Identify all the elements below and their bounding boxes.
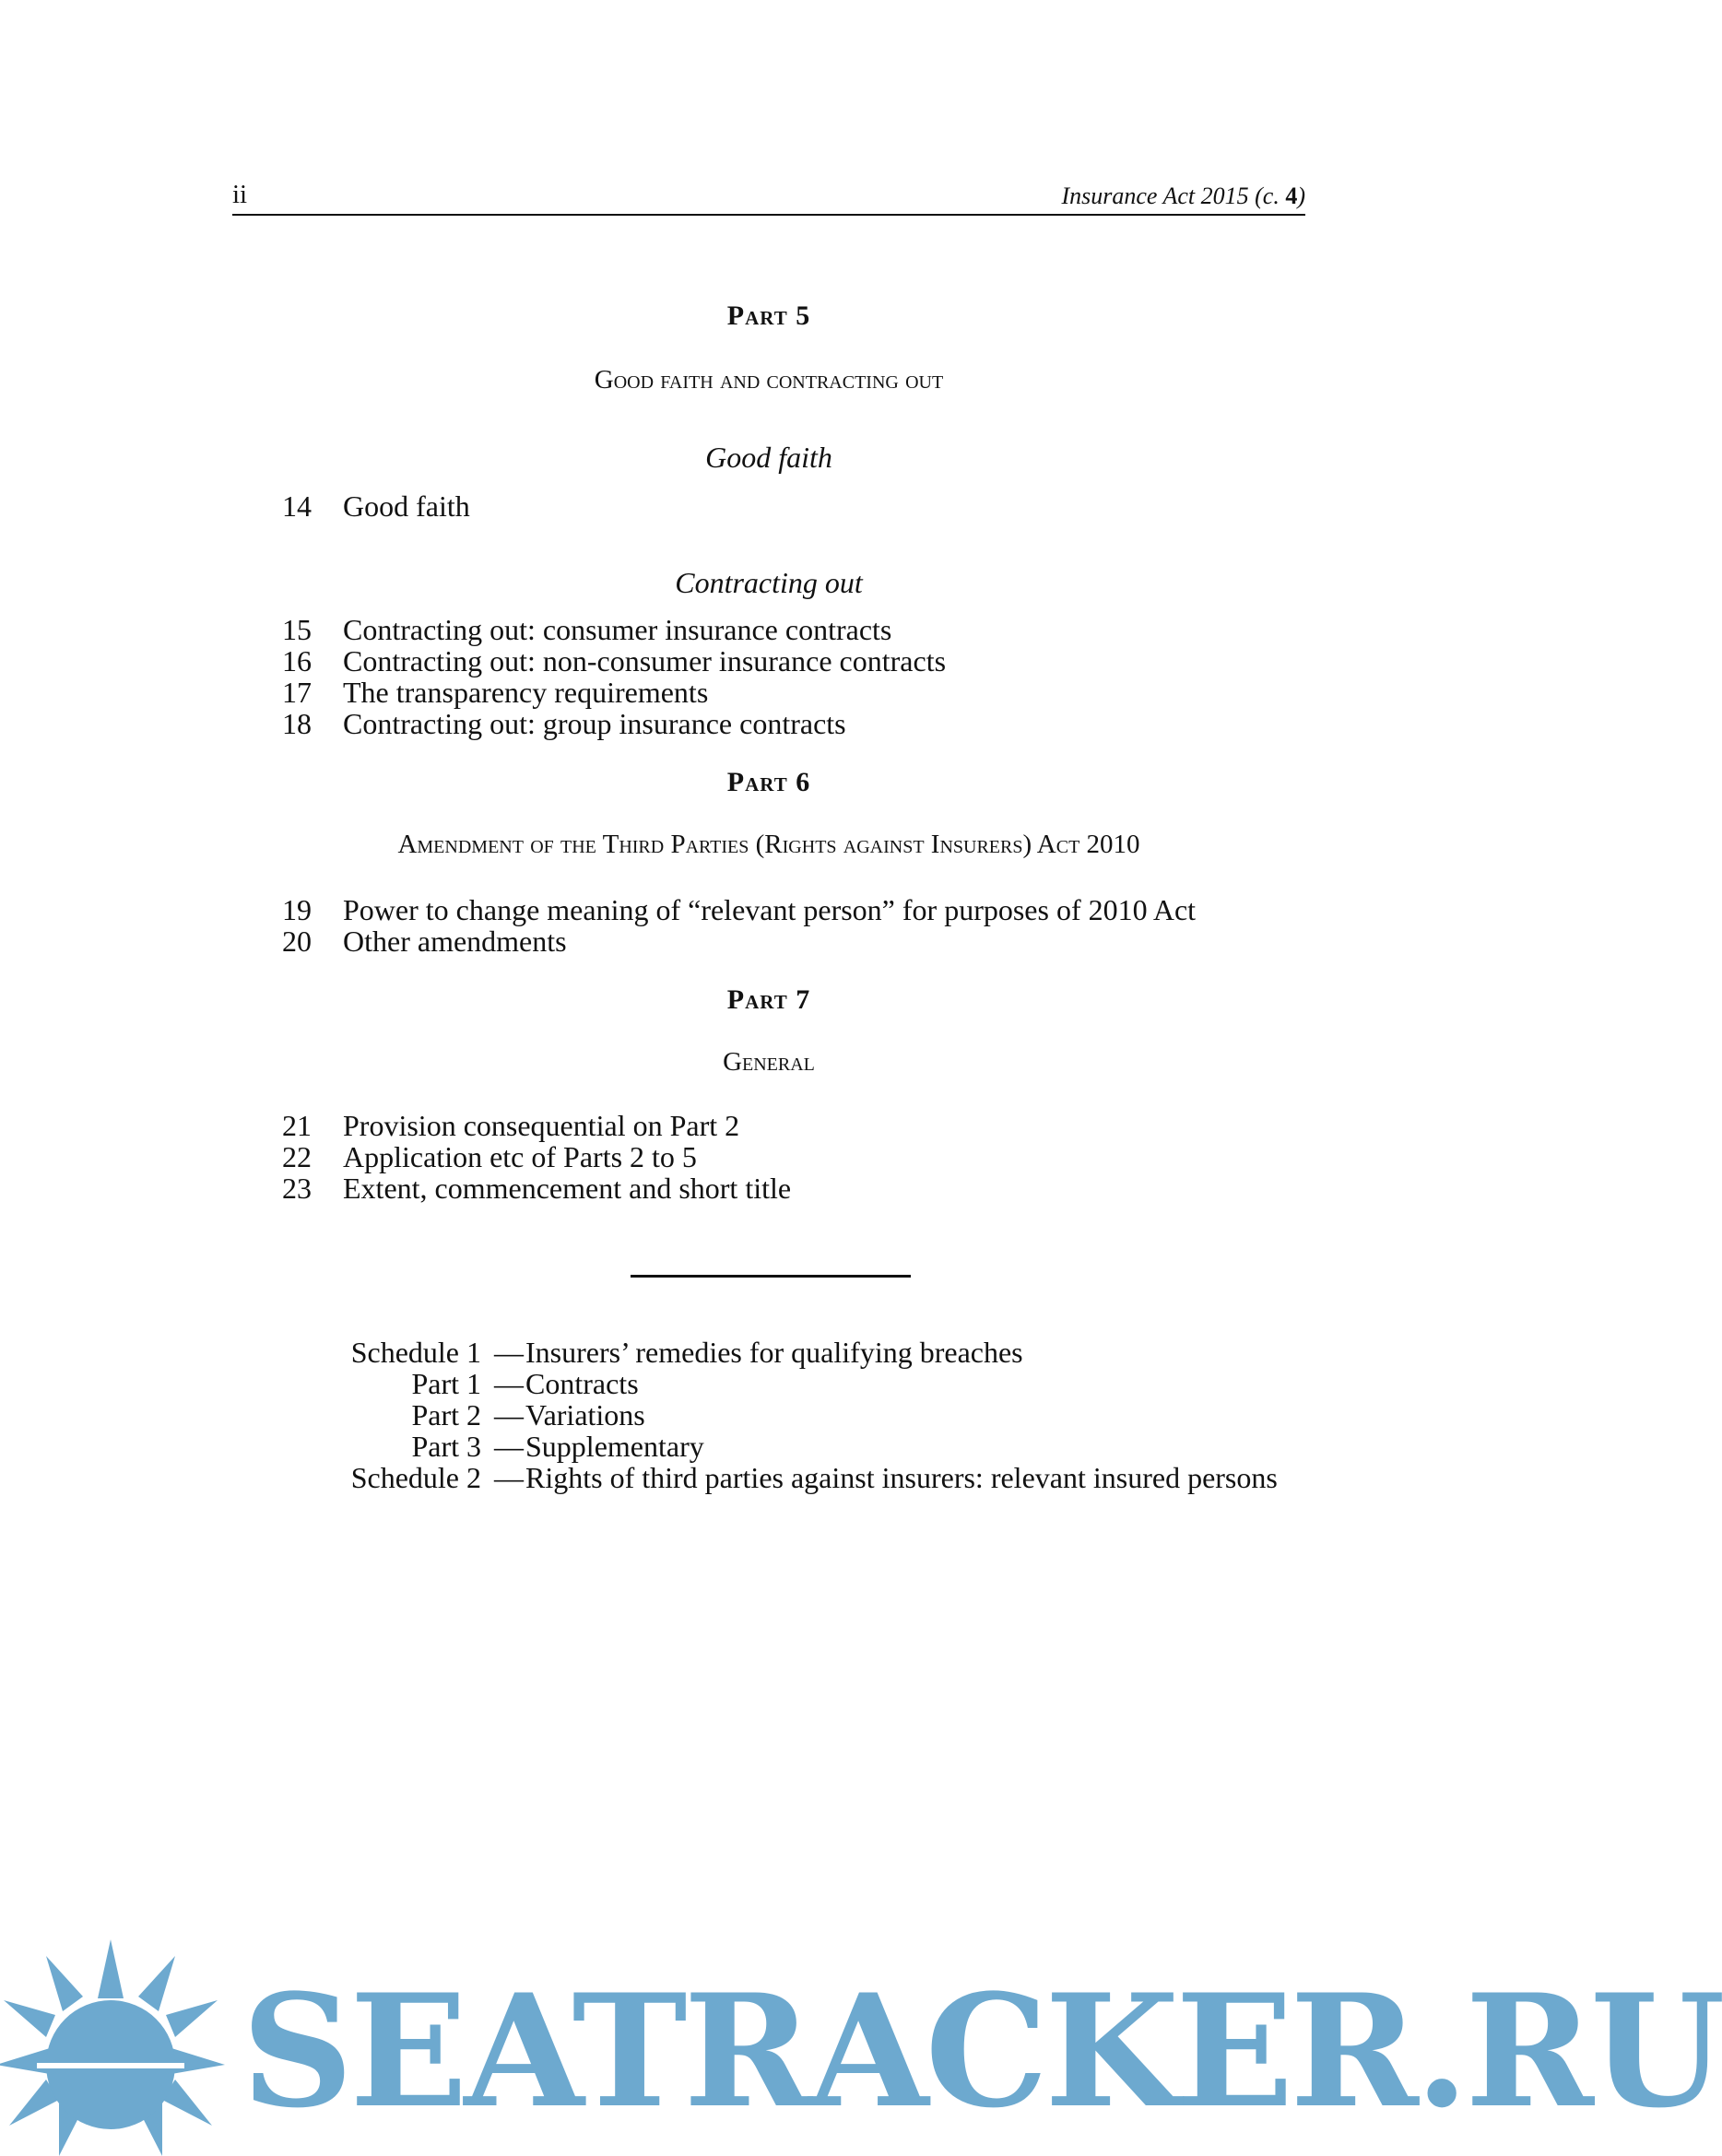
em-dash: —: [494, 1367, 524, 1400]
schedule-part-title: Variations: [525, 1398, 645, 1431]
em-dash: —: [494, 1336, 524, 1369]
chapter-number: 4: [1285, 183, 1298, 209]
schedule-title: Rights of third parties against insurers: relevant insured persons: [525, 1461, 1278, 1494]
section-number: 17: [282, 676, 312, 709]
section-title: Provision consequential on Part 2: [343, 1109, 740, 1142]
schedule-part-entry[interactable]: [343, 1431, 1305, 1462]
section-number: 14: [282, 489, 312, 523]
em-dash: —: [494, 1461, 524, 1494]
section-number: 16: [282, 644, 312, 677]
part-6-heading: Part 6: [726, 767, 811, 797]
section-title: Contracting out: group insurance contracts: [343, 707, 846, 740]
schedule-part-entry[interactable]: [343, 1368, 1305, 1399]
running-header: [232, 177, 1305, 216]
schedule-part-label: Part 3: [411, 1430, 481, 1463]
schedule-label: Schedule 1: [350, 1336, 481, 1369]
section-title: Other amendments: [343, 925, 567, 958]
toc-entry[interactable]: [282, 894, 1296, 925]
part-5-title: Good faith and contracting out: [594, 365, 944, 395]
schedule-list: [343, 1337, 1305, 1493]
part-7-title: General: [723, 1047, 815, 1077]
toc-entry[interactable]: [282, 1110, 1296, 1141]
divider-rule: [631, 1275, 911, 1278]
section-number: 23: [282, 1172, 312, 1205]
act-title: Insurance Act 2015 (c. 4): [1061, 183, 1305, 209]
section-title: Contracting out: non-consumer insurance contracts: [343, 644, 947, 677]
section-number: 21: [282, 1109, 312, 1142]
section-number: 20: [282, 925, 312, 958]
toc-list-part-6: [282, 894, 1296, 957]
schedule-part-title: Contracts: [525, 1367, 639, 1400]
toc-list-good-faith: [282, 490, 1296, 522]
part-6-title: Amendment of the Third Parties (Rights against Insurers) Act 2010: [397, 830, 1140, 859]
subheading-contracting-out: Contracting out: [675, 566, 863, 599]
toc-entry[interactable]: [282, 677, 1296, 708]
toc-entry[interactable]: [282, 1172, 1296, 1204]
schedule-entry[interactable]: [343, 1462, 1305, 1493]
toc-entry[interactable]: [282, 490, 1296, 522]
schedule-part-label: Part 1: [411, 1367, 481, 1400]
section-title: Contracting out: consumer insurance contracts: [343, 613, 892, 646]
part-7-heading: Part 7: [726, 984, 811, 1015]
section-title: The transparency requirements: [343, 676, 709, 709]
toc-entry[interactable]: [282, 645, 1296, 677]
toc-entry[interactable]: [282, 925, 1296, 957]
em-dash: —: [494, 1430, 524, 1463]
schedule-label: Schedule 2: [350, 1461, 481, 1494]
toc-list-contracting-out: [282, 614, 1296, 739]
section-number: 15: [282, 613, 312, 646]
part-5-heading: Part 5: [726, 300, 811, 331]
section-title: Extent, commencement and short title: [343, 1172, 792, 1205]
section-title: Application etc of Parts 2 to 5: [343, 1140, 697, 1173]
page-number: ii: [232, 180, 248, 209]
schedule-part-title: Supplementary: [525, 1430, 704, 1463]
section-number: 22: [282, 1140, 312, 1173]
subheading-good-faith: Good faith: [705, 441, 832, 474]
watermark-text: SEATRACKER.RU: [242, 1960, 1722, 2142]
schedule-title: Insurers’ remedies for qualifying breaches: [525, 1336, 1023, 1369]
schedule-entry[interactable]: [343, 1337, 1305, 1368]
section-title: Good faith: [343, 489, 470, 523]
section-number: 19: [282, 893, 312, 926]
schedule-part-entry[interactable]: [343, 1399, 1305, 1431]
toc-entry[interactable]: [282, 614, 1296, 645]
toc-entry[interactable]: [282, 708, 1296, 739]
toc-entry[interactable]: [282, 1141, 1296, 1172]
section-number: 18: [282, 707, 312, 740]
section-title: Power to change meaning of “relevant person” for purposes of 2010 Act: [343, 893, 1197, 926]
toc-list-part-7: [282, 1110, 1296, 1204]
em-dash: —: [494, 1398, 524, 1431]
schedule-part-label: Part 2: [411, 1398, 481, 1431]
